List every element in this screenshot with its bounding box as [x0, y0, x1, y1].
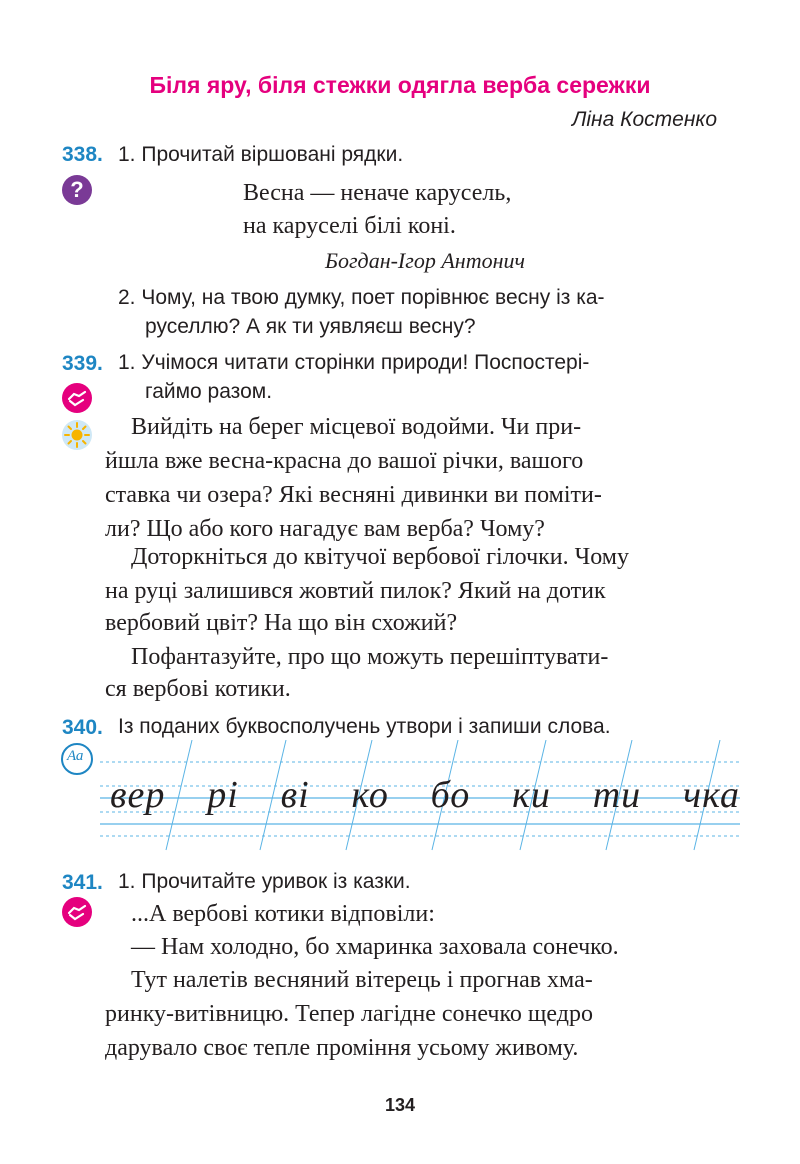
ex339-p1-line1: Вийдіть на берег місцевої водойми. Чи при-	[131, 414, 582, 440]
ex341-p-line3: дарувало своє тепле проміння усьому живому.	[105, 1035, 579, 1061]
syllable-row	[110, 773, 740, 817]
title-author: Ліна Костенко	[571, 108, 717, 131]
syllable: рі	[207, 774, 239, 816]
ex341-task: 1. Прочитайте уривок із казки.	[118, 870, 411, 893]
ex338-task2-line1: 2. Чому, на твою думку, поет порівнює весну із ка-	[118, 286, 605, 309]
pen-letters-icon	[61, 743, 93, 775]
ex339-p3-line1: Пофантазуйте, про що можуть перешіптувати-	[131, 644, 609, 670]
syllable: бо	[430, 774, 471, 816]
exercise-number-338: 338.	[62, 143, 103, 166]
poem-line-1: Весна — неначе карусель,	[243, 180, 512, 206]
exercise-number-340: 340.	[62, 716, 103, 739]
syllable: ки	[512, 774, 551, 816]
exercise-number-341: 341.	[62, 871, 103, 894]
ex339-p1-line3: ставка чи озера? Які весняні дивинки ви поміти-	[105, 482, 602, 508]
syllable: ко	[351, 774, 389, 816]
ex339-p2-line2: на руці залишився жовтий пилок? Який на дотик	[105, 578, 606, 604]
section-title: Біля яру, біля стежки одягла верба сережки	[149, 72, 651, 98]
ex340-task: Із поданих буквосполучень утвори і запиши слова.	[118, 715, 611, 738]
ex339-task-line2: гаймо разом.	[145, 380, 273, 403]
ex341-p-line1: Тут налетів весняний вітерець і прогнав хма-	[131, 967, 593, 993]
ex339-p2-line1: Доторкніться до квітучої вербової гілочки. Чому	[131, 544, 629, 570]
page-number: 134	[384, 1095, 416, 1115]
handshake-icon	[62, 897, 92, 927]
exercise-number-339: 339.	[62, 352, 103, 375]
ex339-p2-line3: вербовий цвіт? На що він схожий?	[105, 610, 458, 636]
ex341-line1: ...А вербові котики відповіли:	[131, 901, 435, 927]
syllable: вер	[110, 774, 166, 816]
ex339-task-line1: 1. Учімося читати сторінки природи! Поспостері-	[118, 351, 590, 374]
pen-icon-letters: Аа	[67, 748, 84, 764]
poem-author: Богдан-Ігор Антонич	[325, 248, 525, 273]
syllable: чка	[682, 774, 740, 816]
poem-line-2: на каруселі білі коні.	[243, 213, 456, 239]
syllable: ти	[592, 774, 642, 816]
sun-icon	[62, 420, 92, 450]
handshake-icon	[62, 383, 92, 413]
ex341-p-line2: ринку-витівницю. Тепер лагідне сонечко щедро	[105, 1001, 593, 1027]
syllable: ві	[280, 774, 310, 816]
question-icon: ?	[62, 175, 92, 205]
ex339-p1-line2: йшла вже весна-красна до вашої річки, вашого	[105, 448, 584, 474]
ex338-task2-line2: руселлю? А як ти уявляєш весну?	[145, 315, 476, 338]
ex338-task1: 1. Прочитай віршовані рядки.	[118, 143, 404, 166]
ex339-p1-line4: ли? Що або кого нагадує вам верба? Чому?	[105, 516, 545, 542]
ex339-p3-line2: ся вербові котики.	[105, 676, 291, 702]
ex341-line2: — Нам холодно, бо хмаринка заховала сонечко.	[131, 934, 619, 960]
